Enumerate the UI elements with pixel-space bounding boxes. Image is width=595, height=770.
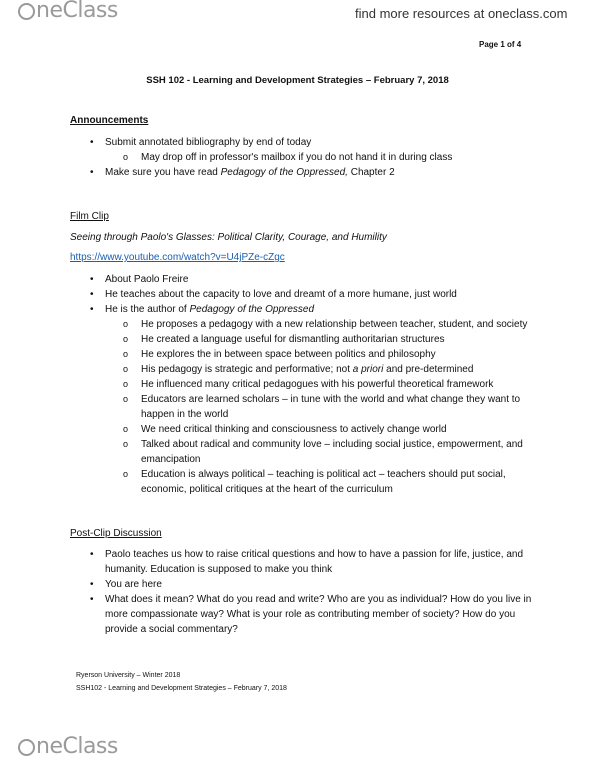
film-subtitle: Seeing through Paolo's Glasses: Political Clarity, Courage, and Humility [70, 232, 387, 243]
list-item-text: May drop off in professor's mailbox if you do not hand it in during class [141, 152, 453, 163]
footer-line-1: Ryerson University – Winter 2018 [76, 672, 181, 679]
post-clip-list [70, 547, 540, 637]
list-item-text: Chapter 2 [347, 167, 395, 178]
list-item-text: He explores the in between space between politics and philosophy [141, 349, 436, 360]
list-item [70, 135, 540, 150]
oneclass-logo[interactable] [18, 0, 118, 23]
page-number: Page 1 of 4 [479, 40, 522, 49]
list-item [70, 392, 540, 422]
list-item [70, 547, 540, 577]
footer-line-2: SSH102 - Learning and Development Strategies – February 7, 2018 [76, 685, 287, 692]
list-item [70, 377, 540, 392]
youtube-link[interactable]: https://www.youtube.com/watch?v=U4jPZe-cZgc [70, 252, 285, 263]
list-item [70, 287, 540, 302]
list-item-text: His pedagogy is strategic and performative; not [141, 364, 353, 375]
list-item [70, 332, 540, 347]
document-title: SSH 102 - Learning and Development Strategies – February 7, 2018 [146, 75, 449, 86]
post-clip-heading: Post-Clip Discussion [70, 528, 162, 539]
list-item [70, 362, 540, 377]
list-item-text: He created a language useful for dismantling authoritarian structures [141, 334, 445, 345]
list-item-text: About Paolo Freire [105, 274, 189, 285]
list-item-text: We need critical thinking and consciousness to actively change world [141, 424, 447, 435]
list-item-text: Talked about radical and community love – including social justice, empowerment, and emancipation [141, 439, 523, 465]
list-item [70, 592, 540, 637]
announcements-heading: Announcements [70, 115, 149, 126]
list-item [70, 422, 540, 437]
list-item-text: He teaches about the capacity to love and dreamt of a more humane, just world [105, 289, 457, 300]
list-item-text: You are here [105, 579, 162, 590]
latin-term: a priori [352, 364, 384, 375]
list-item-text: What does it mean? What do you read and write? Who are you as individual? How do you live in more compassionate way? What is your role as contributing member of society? How do you provide a social commentary? [105, 594, 532, 635]
oneclass-footer-logo[interactable] [18, 734, 118, 759]
list-item-text: Paolo teaches us how to raise critical questions and how to have a passion for life, justice, and humanity. Education is supposed to make you think [105, 549, 524, 575]
film-clip-heading: Film Clip [70, 211, 109, 222]
find-more-resources-link[interactable]: find more resources at oneclass.com [355, 6, 568, 21]
list-item-text: He is the author of [105, 304, 190, 315]
list-item [70, 302, 540, 317]
list-item [70, 467, 540, 497]
list-item-text: He proposes a pedagogy with a new relationship between teacher, student, and society [141, 319, 528, 330]
list-item-text: Educators are learned scholars – in tune with the world and what change they want to happen in the world [141, 394, 521, 420]
list-item [70, 165, 540, 180]
logo-text: neClass [36, 0, 118, 23]
logo-circle-icon [18, 3, 35, 20]
announcements-list [70, 135, 540, 180]
book-title: Pedagogy of the Oppressed, [220, 167, 348, 178]
film-clip-list [70, 272, 540, 497]
list-item [70, 347, 540, 362]
list-item [70, 272, 540, 287]
list-item [70, 437, 540, 467]
list-item-text: He influenced many critical pedagogues with his powerful theoretical framework [141, 379, 494, 390]
list-item-text: Submit annotated bibliography by end of today [105, 137, 312, 148]
list-item [70, 150, 540, 165]
list-item-text: Education is always political – teaching is political act – teachers should put social, economic, political critiques at the heart of the curriculum [141, 469, 506, 495]
logo-circle-icon [18, 739, 35, 756]
list-item [70, 317, 540, 332]
list-item-text: Make sure you have read [105, 167, 221, 178]
list-item-text: and pre-determined [383, 364, 474, 375]
book-title: Pedagogy of the Oppressed [189, 304, 315, 315]
list-item [70, 577, 540, 592]
logo-text: neClass [36, 734, 118, 759]
